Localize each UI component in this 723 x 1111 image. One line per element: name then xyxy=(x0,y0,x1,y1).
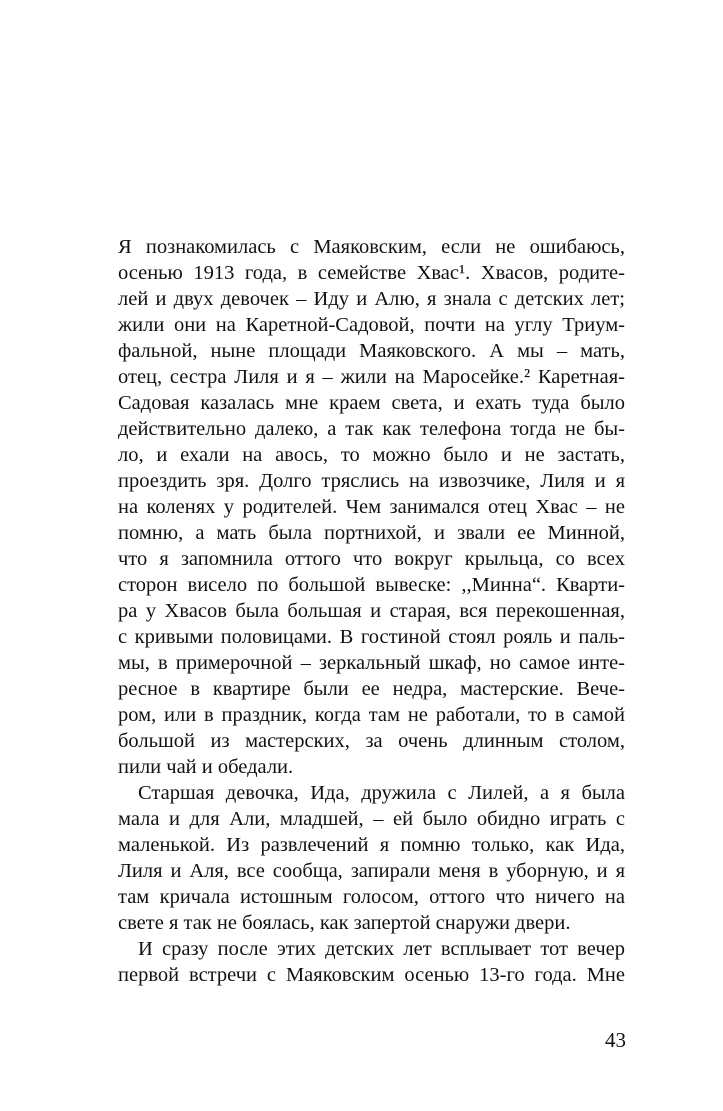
text-line: маленькой. Из развлечений я помню только, как Ида, xyxy=(118,834,625,856)
text-line: Я познакомилась с Маяковским, если не ошибаюсь, xyxy=(118,236,625,258)
text-line: отец, сестра Лиля и я – жили на Маросейке.² Каретная- xyxy=(118,366,625,388)
text-line: мы, в примерочной – зеркальный шкаф, но самое инте- xyxy=(118,652,625,674)
text-line: Старшая девочка, Ида, дружила с Лилей, а я была xyxy=(138,782,625,804)
text-line: осенью 1913 года, в семействе Хвас¹. Хвасов, родите- xyxy=(118,262,625,284)
text-line: ром, или в праздник, когда там не работали, то в самой xyxy=(118,704,625,726)
text-line: ра у Хвасов была большая и старая, вся перекошенная, xyxy=(118,600,625,622)
text-line: сторон висело по большой вывеске: ,,Минна“. Кварти- xyxy=(118,574,625,596)
text-line: помню, а мать была портнихой, и звали ее Минной, xyxy=(118,522,625,544)
text-line: фальной, ныне площади Маяковского. А мы – мать, xyxy=(118,340,625,362)
text-line: Лиля и Аля, все сообща, запирали меня в уборную, и я xyxy=(118,860,625,882)
text-line: Садовая казалась мне краем света, и ехать туда было xyxy=(118,392,625,414)
text-line: ресное в квартире были ее недра, мастерские. Вече- xyxy=(118,678,625,700)
text-line: мала и для Али, младшей, – ей было обидно играть с xyxy=(118,808,625,830)
text-line: там кричала истошным голосом, оттого что ничего на xyxy=(118,886,625,908)
page-number: 43 xyxy=(605,1028,626,1052)
text-line: действительно далеко, а так как телефона тогда не бы- xyxy=(118,418,625,440)
text-line: ло, и ехали на авось, то можно было и не застать, xyxy=(118,444,625,466)
body-text xyxy=(118,234,625,988)
text-line: свете я так не боялась, как запертой снаружи двери. xyxy=(118,912,571,934)
text-line: проездить зря. Долго тряслись на извозчике, Лиля и я xyxy=(118,470,625,492)
text-line: первой встречи с Маяковским осенью 13-го года. Мне xyxy=(118,964,625,986)
text-line: лей и двух девочек – Иду и Алю, я знала с детских лет; xyxy=(118,288,625,310)
text-line: большой из мастерских, за очень длинным столом, xyxy=(118,730,625,752)
text-line: пили чай и обедали. xyxy=(118,756,294,778)
text-line: И сразу после этих детских лет всплывает тот вечер xyxy=(138,938,625,960)
text-line: на коленях у родителей. Чем занимался отец Хвас – не xyxy=(118,496,625,518)
text-line: с кривыми половицами. В гостиной стоял рояль и паль- xyxy=(118,626,625,648)
text-line: жили они на Каретной-Садовой, почти на углу Триум- xyxy=(118,314,625,336)
text-line: что я запомнила оттого что вокруг крыльца, со всех xyxy=(118,548,625,570)
